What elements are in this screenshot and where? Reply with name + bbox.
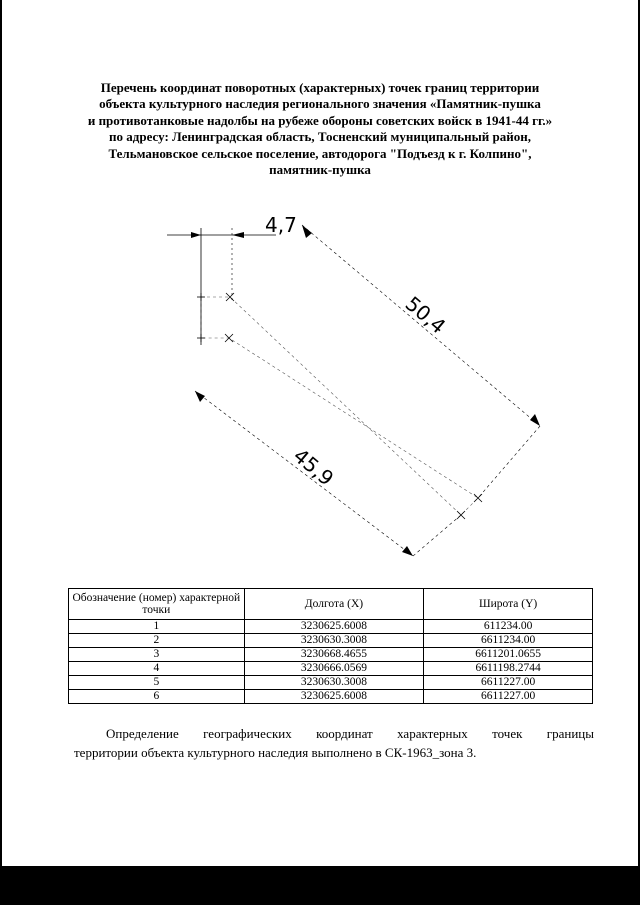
latitude-cell: 6611198.2744 [424,662,593,676]
table-row [69,662,593,676]
longitude-cell: 3230666.0569 [244,662,424,676]
dimension-label-bottom: 45,9 [288,443,339,491]
longitude-cell: 3230630.3008 [244,676,424,690]
dim-extension-lower-right [478,426,540,498]
title-line-1: Перечень координат поворотных (характерных) точек границ территории [100,80,540,95]
longitude-cell: 3230630.3008 [244,634,424,648]
boundary-point-marker [474,494,482,502]
title-line-4: по адресу: Ленинградская область, Тосненский муниципальный район, [109,129,531,145]
table-row [69,648,593,662]
arrowhead-top-left [191,232,201,238]
note-line-2: территории объекта культурного наследия выполнено в СК-1963_зона 3. [74,745,477,760]
longitude-cell: 3230625.6008 [244,620,424,634]
coordinates-table [68,588,593,704]
title-line-2: объекта культурного наследия регионального значения «Памятник-пушка [99,96,541,112]
table-row [69,634,593,648]
table-header-row [69,589,593,620]
boundary-point-marker [197,293,205,301]
point-number-cell: 4 [69,662,245,676]
longitude-cell: 3230625.6008 [244,690,424,704]
title-line-6: памятник-пушка [269,162,371,178]
point-number-cell: 1 [69,620,245,634]
point-number-cell: 2 [69,634,245,648]
scan-bottom-band [0,866,640,905]
table-row [69,676,593,690]
latitude-cell: 6611227.00 [424,676,593,690]
latitude-cell: 6611234.00 [424,634,593,648]
dimension-label-top: 4,7 [265,213,297,237]
boundary-point-marker [225,334,233,342]
arrowhead-right-upper [302,225,312,238]
column-header-longitude: Долгота (X) [244,589,424,620]
title-line-5: Тельмановское сельское поселение, автодорога "Подъезд к г. Колпино", [108,145,532,161]
arrowhead-right-lower [530,414,540,426]
coordinate-system-note [74,724,594,762]
title-line-3: и противотанковые надолбы на рубеже обороны советских войск в 1941-44 гг.» [87,112,553,128]
note-line-1: Определение географических координат характерных точек границы [106,726,594,741]
latitude-cell: 611234.00 [424,620,593,634]
longitude-cell: 3230668.4655 [244,648,424,662]
boundary-plan-drawing [0,190,640,575]
dim-extension-bottom-right [413,515,461,556]
arrowhead-bottom-right [402,546,413,556]
arrowhead-top-right [232,232,244,238]
column-header-point: Обозначение (номер) характерной точки [69,589,245,620]
latitude-cell: 6611227.00 [424,690,593,704]
boundary-point-marker [197,334,205,342]
arrowhead-bottom-left [195,391,205,402]
latitude-cell: 6611201.0655 [424,648,593,662]
dimension-label-right: 50,4 [400,291,451,339]
column-header-latitude: Широта (Y) [424,589,593,620]
point-number-cell: 5 [69,676,245,690]
table-row [69,690,593,704]
point-number-cell: 6 [69,690,245,704]
document-title [40,80,600,178]
boundary-point-marker [457,511,465,519]
table-row [69,620,593,634]
point-number-cell: 3 [69,648,245,662]
